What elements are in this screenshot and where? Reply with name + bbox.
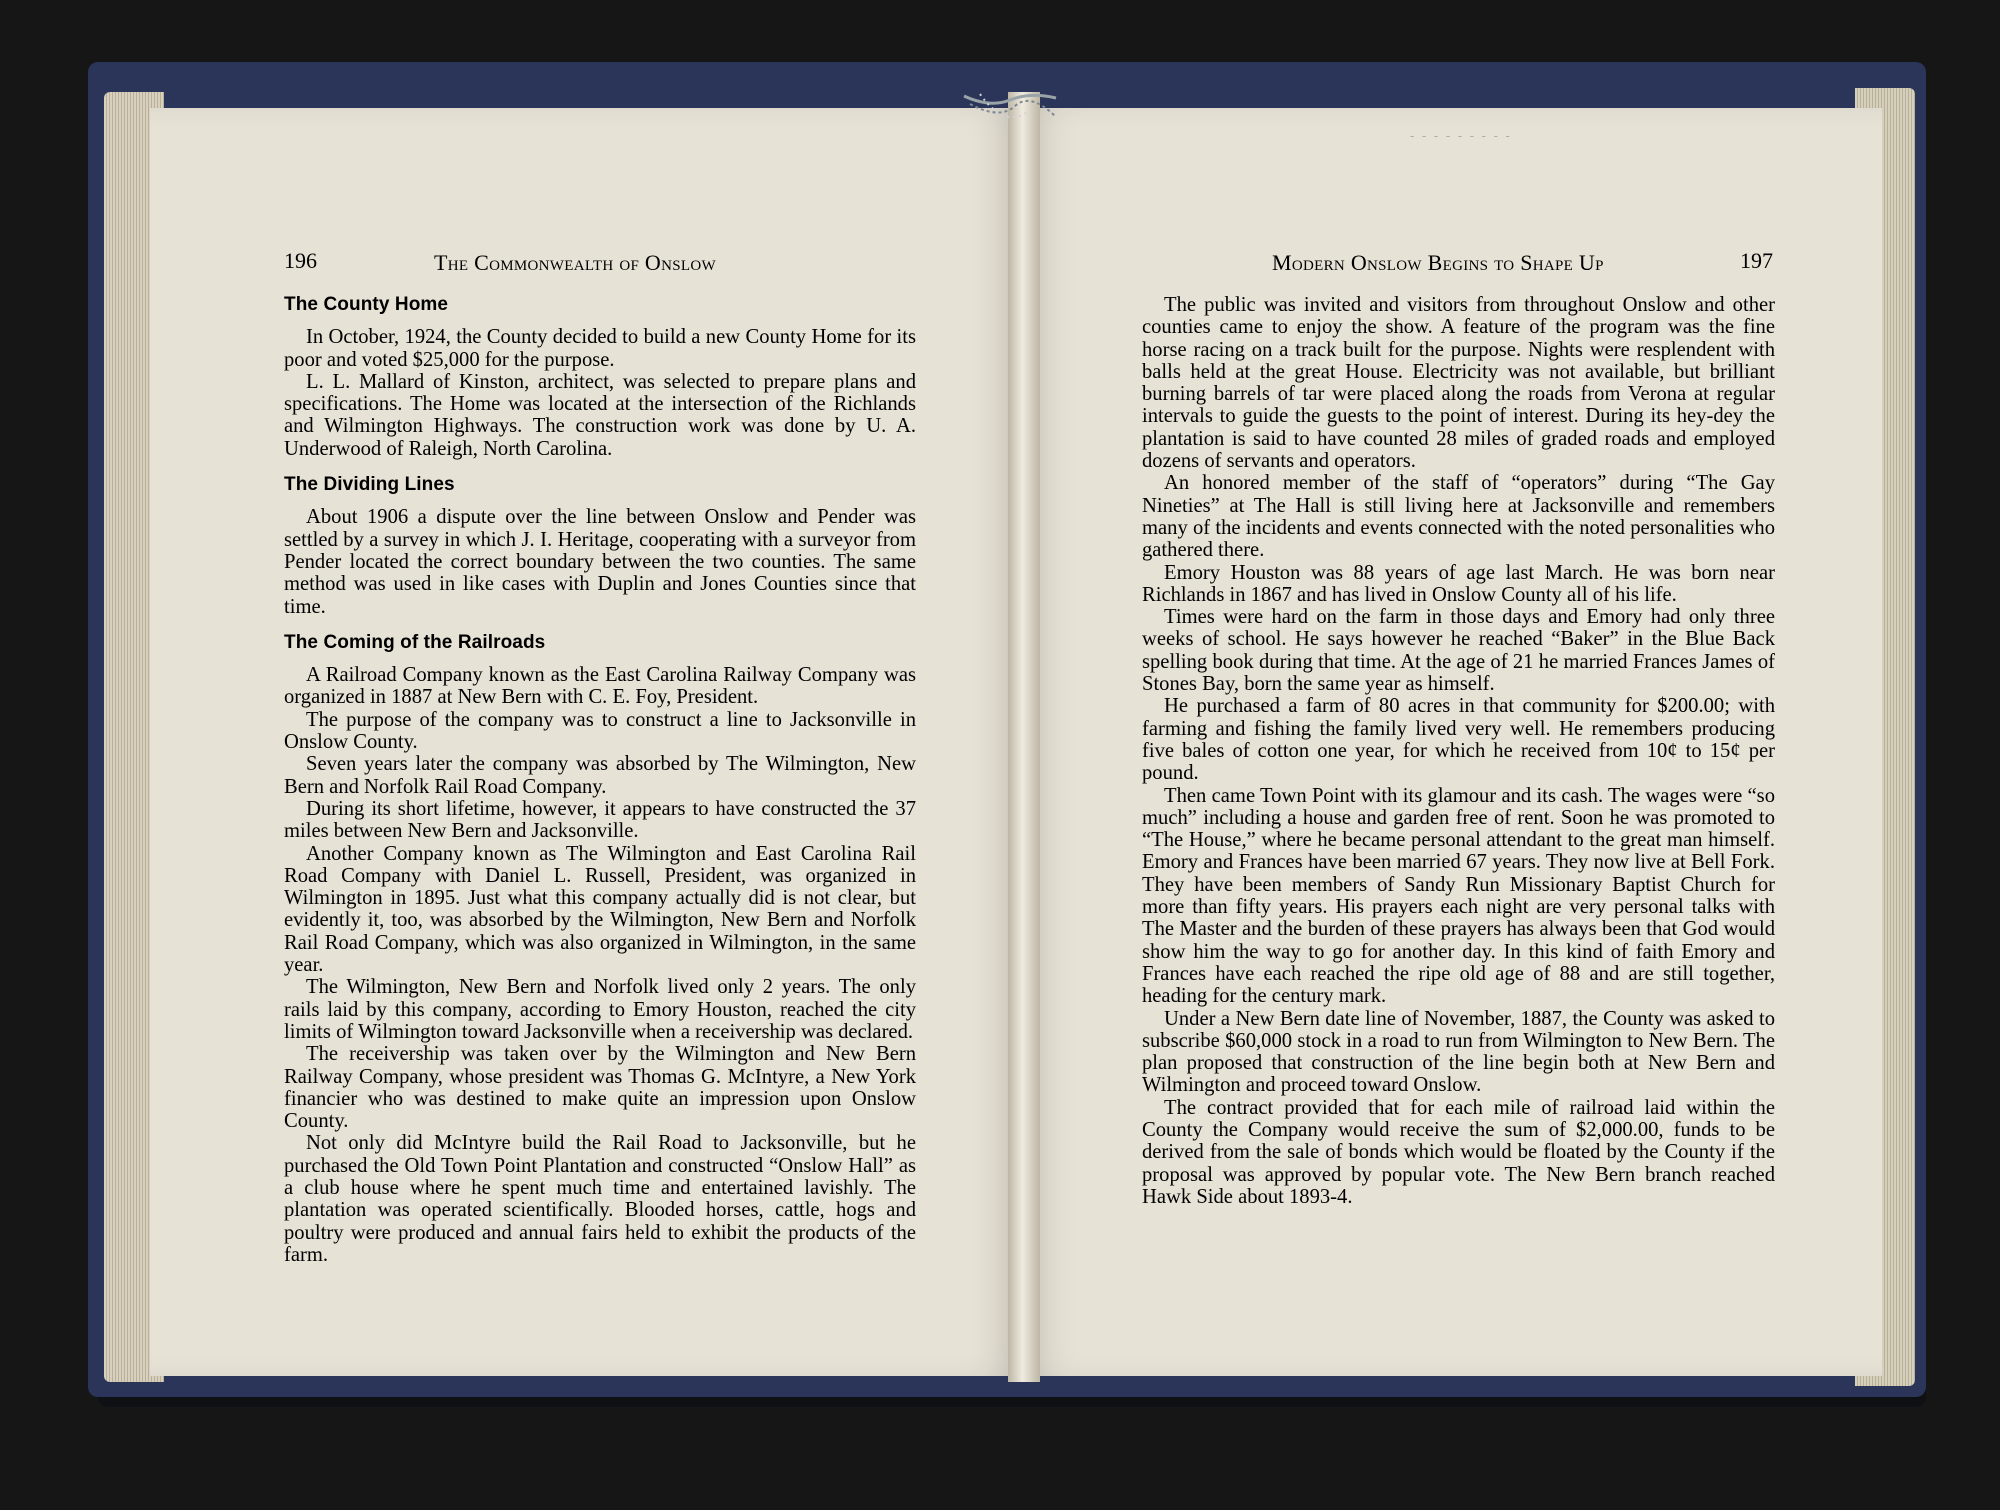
paragraph: The receivership was taken over by the Wilmington and New Bern Railway Company, whose president was Thomas G. McIntyre, a New York financier who was destined to make quite an impression upon Onslow County.: [284, 1043, 916, 1133]
paragraph: The contract provided that for each mile of railroad laid within the County the Company would receive the sum of $2,000.00, funds to be derived from the sale of bonds which would be floated by the County if the proposal was approved by popular vote. The New Bern branch reached Hawk Side about 1893-4.: [1142, 1096, 1775, 1208]
left-running-head: The Commonwealth of Onslow: [434, 250, 716, 275]
library-stamp: - - - - - - - - -: [1410, 128, 1512, 143]
paragraph: About 1906 a dispute over the line between Onslow and Pender was settled by a survey in which J. I. Heritage, cooperating with a surveyor from Pender located the correct boundary between the two counties. The same method was used in like cases with Duplin and Jones Counties since that time.: [284, 506, 916, 618]
paragraph: During its short lifetime, however, it appears to have constructed the 37 miles between New Bern and Jacksonville.: [284, 797, 916, 843]
paragraph: Emory Houston was 88 years of age last March. He was born near Richlands in 1867 and has lived in Onslow County all of his life.: [1142, 561, 1775, 606]
paragraph: Seven years later the company was absorbed by The Wilmington, New Bern and Norfolk Rail Road Company.: [284, 753, 916, 798]
section-heading: The Coming of the Railroads: [284, 631, 546, 653]
right-page-number: 197: [1740, 248, 1773, 273]
paragraph: The purpose of the company was to construct a line to Jacksonville in Onslow County.: [284, 708, 916, 754]
paragraph: L. L. Mallard of Kinston, architect, was selected to prepare plans and specifications. The Home was located at the intersection of the Richlands and Wilmington Highways. The construction work was done by U. A. Underwood of Raleigh, North Carolina.: [284, 370, 916, 460]
paragraph: The public was invited and visitors from throughout Onslow and other counties came to enjoy the show. A feature of the program was the fine horse racing on a track built for the purpose. Nights were resplendent with balls held at the great House. Electricity was not available, but brilliant burning barrels of tar were placed along the roads from Verona at regular intervals to guide the guests to the point of interest. During its hey-dey the plantation is said to have counted 28 miles of graded roads and employed dozens of servants and operators.: [1142, 294, 1775, 473]
paragraph: The Wilmington, New Bern and Norfolk lived only 2 years. The only rails laid by this company, according to Emory Houston, reached the city limits of Wilmington toward Jacksonville when a receivership was declared.: [284, 976, 916, 1043]
section-heading: The County Home: [284, 294, 449, 315]
paragraph: In October, 1924, the County decided to build a new County Home for its poor and voted $25,000 for the purpose.: [284, 326, 916, 371]
binding-thread-icon: [960, 90, 1060, 134]
paragraph: He purchased a farm of 80 acres in that community for $200.00; with farming and fishing the family lived very well. He remembers producing five bales of cotton one year, for which he received from 10¢ to 15¢ per pound.: [1142, 695, 1775, 785]
paragraph: An honored member of the staff of “operators” during “The Gay Nineties” at The Hall is still living here at Jacksonville and remembers many of the incidents and events connected with the noted personalities who gathered there.: [1142, 472, 1775, 562]
right-running-head: Modern Onslow Begins to Shape Up: [1272, 250, 1604, 275]
left-column: [284, 294, 916, 1266]
right-column: [1142, 294, 1775, 1208]
section-heading: The Dividing Lines: [284, 474, 455, 496]
left-page-number: 196: [284, 248, 317, 273]
paragraph: A Railroad Company known as the East Carolina Railway Company was organized in 1887 at New Bern with C. E. Foy, President.: [284, 664, 916, 709]
paragraph: Times were hard on the farm in those days and Emory had only three weeks of school. He says however he reached “Baker” in the Blue Back spelling book during that time. At the age of 21 he married Frances James of Stones Bay, born the same year as himself.: [1142, 606, 1775, 696]
paragraph: Not only did McIntyre build the Rail Road to Jacksonville, but he purchased the Old Town Point Plantation and constructed “Onslow Hall” as a club house where he spent much time and entertained lavishly. The plantation was operated scientifically. Blooded horses, cattle, hogs and poultry were produced and annual fairs held to exhibit the products of the farm.: [284, 1132, 916, 1266]
paragraph: Then came Town Point with its glamour and its cash. The wages were “so much” including a house and garden free of rent. Soon he was promoted to “The House,” where he became personal attendant to the great man himself. Emory and Frances have been married 67 years. They now live at Bell Fork. They have been members of Sandy Run Missionary Baptist Church for more than fifty years. His prayers each night are very personal talks with The Master and the burden of these prayers has always been that God would show him the way to go for another day. In this kind of faith Emory and Frances have each reached the ripe old age of 88 and are still together, heading for the century mark.: [1142, 784, 1775, 1008]
paragraph: Another Company known as The Wilmington and East Carolina Rail Road Company with Daniel L. Russell, President, was organized in Wilmington in 1895. Just what this company actually did is not clear, but evidently it, too, was absorbed by the Wilmington, New Bern and Norfolk Rail Road Company, which was also organized in Wilmington, in the same year.: [284, 842, 916, 977]
book-gutter: [1008, 92, 1040, 1382]
paragraph: Under a New Bern date line of November, 1887, the County was asked to subscribe $60,000 stock in a road to run from Wilmington to New Bern. The plan proposed that construction of the line begin both at New Bern and Wilmington and proceed toward Onslow.: [1142, 1007, 1775, 1097]
